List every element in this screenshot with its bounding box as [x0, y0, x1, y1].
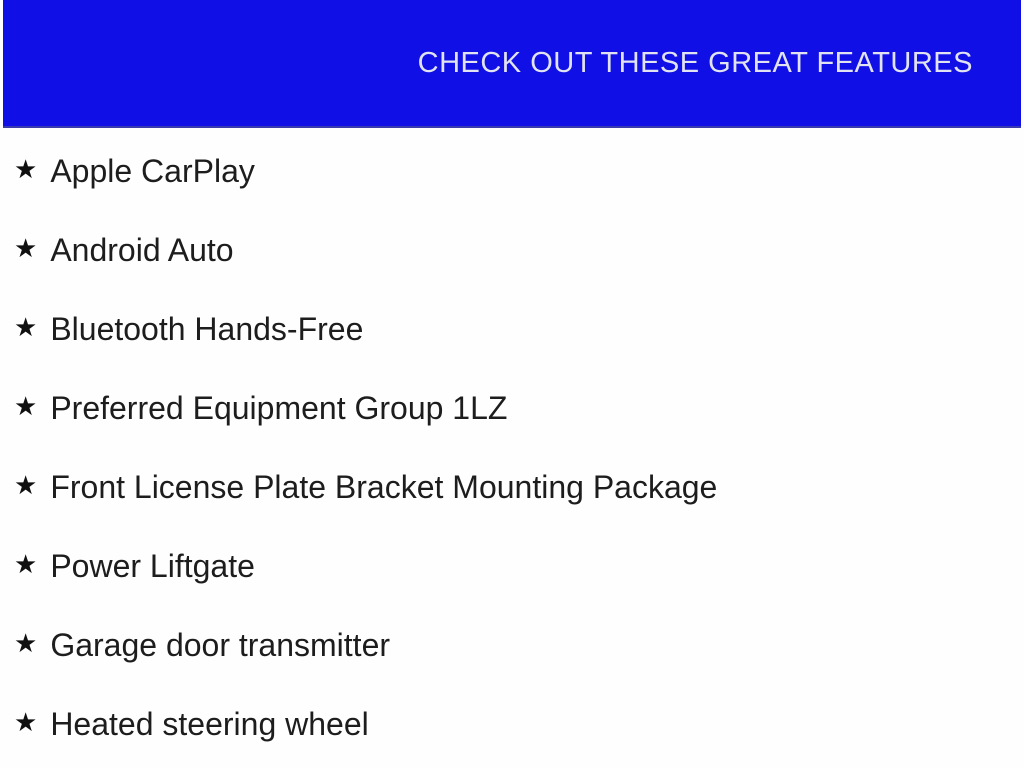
feature-label: Preferred Equipment Group 1LZ — [50, 390, 508, 426]
star-bullet-icon: ★ — [14, 233, 38, 264]
star-bullet-icon: ★ — [14, 391, 38, 422]
feature-label: Bluetooth Hands-Free — [50, 311, 364, 347]
feature-label: Power Liftgate — [50, 548, 255, 584]
star-bullet-icon: ★ — [14, 312, 38, 343]
star-bullet-icon: ★ — [14, 549, 38, 580]
feature-item — [14, 290, 1024, 369]
feature-item — [14, 685, 1024, 764]
feature-label: Heated steering wheel — [50, 706, 369, 742]
feature-item — [14, 448, 1024, 527]
features-banner — [3, 0, 1021, 128]
feature-label: Android Auto — [50, 232, 234, 268]
banner-title: CHECK OUT THESE GREAT FEATURES — [417, 46, 973, 79]
star-bullet-icon: ★ — [14, 707, 38, 738]
feature-item — [14, 369, 1024, 448]
feature-item — [14, 132, 1024, 211]
star-bullet-icon: ★ — [14, 628, 38, 659]
star-bullet-icon: ★ — [14, 154, 38, 185]
star-bullet-icon: ★ — [14, 470, 38, 501]
feature-item — [14, 211, 1024, 290]
feature-item — [14, 606, 1024, 685]
features-list — [0, 128, 1024, 764]
feature-item — [14, 527, 1024, 606]
feature-label: Garage door transmitter — [50, 627, 391, 663]
feature-label: Apple CarPlay — [50, 153, 255, 189]
feature-label: Front License Plate Bracket Mounting Package — [50, 469, 718, 505]
